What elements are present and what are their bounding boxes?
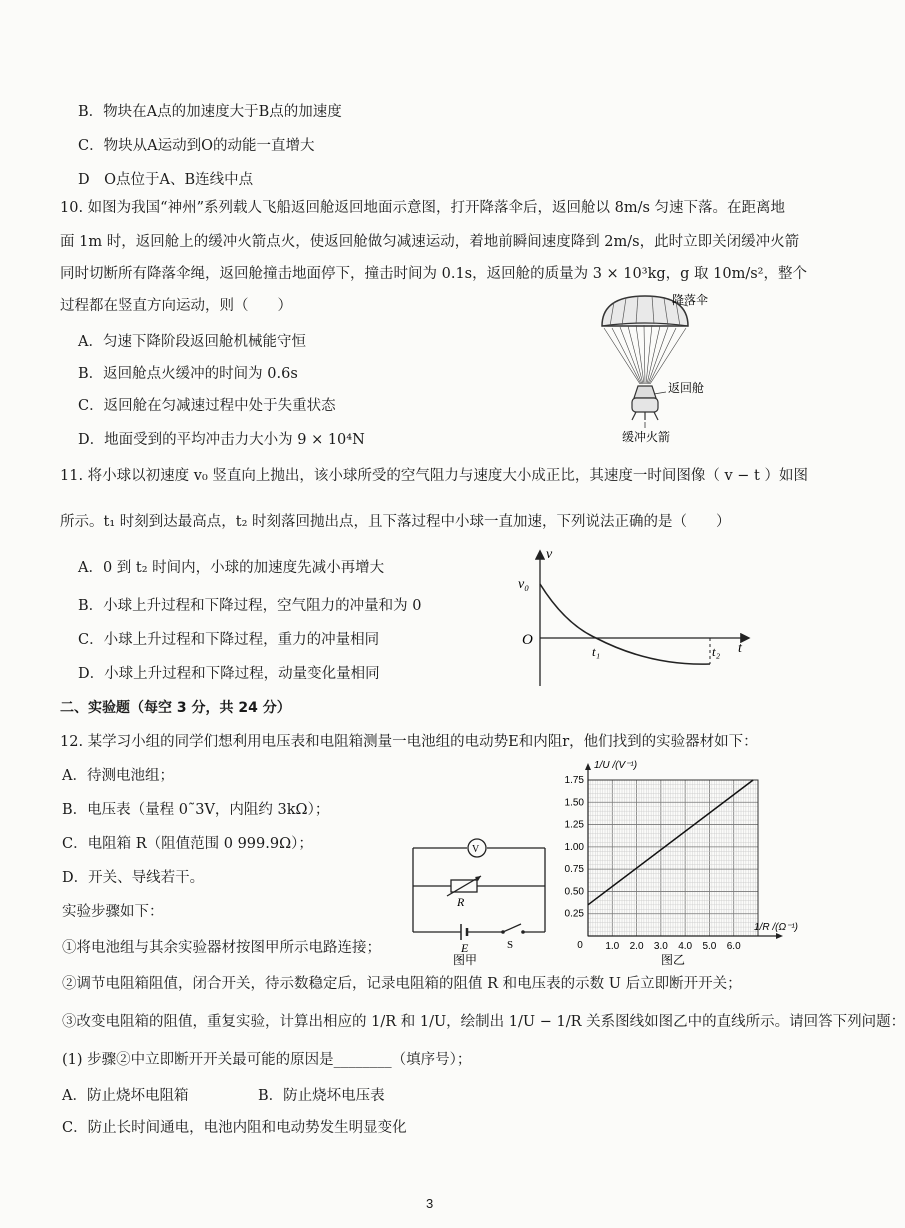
inverse-u-vs-inverse-r-chart [530, 758, 798, 970]
y-axis-arrow [585, 763, 591, 770]
y-axis-label: 1/U /(V⁻¹) [594, 760, 638, 771]
y-tick-label: 1.75 [564, 775, 584, 786]
graph-t1-label: t₁ [592, 644, 601, 659]
parachute-figure [590, 288, 740, 448]
x-axis-label: 1/R /(Ω⁻¹) [754, 922, 798, 933]
q12-item-b: B．电压表（量程 0˜3V，内阻约 3kΩ）； [62, 802, 330, 818]
graph-t-label: t [738, 641, 742, 656]
x-axis-arrow [776, 933, 783, 939]
x-tick-label: 3.0 [653, 941, 668, 952]
q12-step-1: ①将电池组与其余实验器材按图甲所示电路连接； [62, 940, 381, 956]
x-tick-label: 4.0 [678, 941, 693, 952]
y-tick-label: 0.75 [564, 864, 584, 876]
y-tick-label: 1.00 [564, 841, 584, 853]
label-capsule: 返回舱 [668, 381, 705, 395]
graph-caption: 图乙 [660, 953, 686, 967]
y-tick-label: 1.25 [564, 819, 584, 831]
x-tick-label: 5.0 [702, 941, 717, 952]
q10-stem-line1: 10. 如图为我国“神州”系列载人飞船返回舱返回地面示意图，打开降落伞后，返回舱以 8m/s 匀速下落。在距离地 [60, 200, 786, 216]
q11-option-d: D．小球上升过程和下降过程，动量变化量相同 [78, 666, 380, 682]
q12-stem: 12. 某学习小组的同学们想利用电压表和电阻箱测量一电池组的电动势E和内阻r，他们找到的实验器材如下： [60, 734, 758, 750]
resistor-label: R [457, 895, 465, 909]
q10-stem-line2: 面 1m 时，返回舱上的缓冲火箭点火，使返回舱做匀减速运动，着地前瞬间速度降到 2m/s，此时立即关闭缓冲火箭 [60, 234, 800, 250]
q11-option-c: C．小球上升过程和下降过程，重力的冲量相同 [78, 632, 380, 648]
battery-label: E [461, 941, 469, 955]
q10-option-b: B．返回舱点火缓冲的时间为 0.6s [78, 366, 298, 382]
q9-option-c: C．物块从A运动到O的动能一直增大 [78, 138, 315, 154]
q12-step-2: ②调节电阻箱阻值，闭合开关，待示数稳定后，记录电阻箱的阻值 R 和电压表的示数 U 后立即断开开关； [62, 976, 742, 992]
q12-sub-question-1: (1) 步骤②中立即断开开关最可能的原因是________（填序号）； [62, 1052, 472, 1068]
q11-stem-line1: 11. 将小球以初速度 v₀ 竖直向上抛出，该小球所受的空气阻力与速度大小成正比，其速度一时间图像（ v − t ）如图 [60, 468, 808, 484]
origin-label: 0 [577, 940, 583, 951]
q9-option-d: D O点位于A、B连线中点 [78, 172, 254, 188]
label-buffer-rocket: 缓冲火箭 [622, 430, 671, 444]
graph-origin-label: O [522, 632, 533, 648]
velocity-time-graph [510, 540, 760, 690]
q12-step-3: ③改变电阻箱的阻值，重复实验，计算出相应的 1/R 和 1/U，绘制出 1/U − 1/R 关系图线如图乙中的直线所示。请回答下列问题： [62, 1014, 905, 1030]
label-parachute: 降落伞 [672, 293, 709, 307]
graph-v-label: v [546, 547, 553, 562]
circuit-caption: 图甲 [453, 953, 478, 967]
q12-item-c: C．电阻箱 R（阻值范围 0 999.9Ω）； [62, 836, 313, 852]
page-number: 3 [426, 1196, 434, 1211]
q9-option-b: B．物块在A点的加速度大于B点的加速度 [78, 104, 342, 120]
switch-label: S [507, 939, 514, 951]
q10-option-a: A．匀速下降阶段返回舱机械能守恒 [78, 334, 306, 350]
q12-item-a: A．待测电池组； [62, 768, 174, 784]
q10-option-d: D．地面受到的平均冲击力大小为 9 × 10⁴N [78, 432, 365, 448]
q10-option-c: C．返回舱在匀减速过程中处于失重状态 [78, 398, 336, 414]
graph-v0-label: v₀ [518, 577, 530, 592]
q10-stem-line4: 过程都在竖直方向运动，则（ ） [60, 298, 292, 314]
q11-option-b: B．小球上升过程和下降过程，空气阻力的冲量和为 0 [78, 598, 422, 614]
voltmeter-label: V [472, 844, 480, 855]
q12-item-d: D．开关、导线若干。 [62, 870, 205, 886]
graph-t2-label: t₂ [712, 644, 721, 659]
q12-sub1-option-a: A．防止烧坏电阻箱 [62, 1088, 189, 1104]
x-tick-label: 6.0 [726, 941, 741, 952]
y-tick-label: 0.50 [564, 886, 584, 898]
section-experiment-title: 二、实验题（每空 3 分，共 24 分） [60, 700, 291, 716]
q10-stem-line3: 同时切断所有降落伞绳，返回舱撞击地面停下，撞击时间为 0.1s，返回舱的质量为 3 × 10³kg，g 取 10m/s²，整个 [60, 266, 807, 282]
y-tick-label: 0.25 [564, 908, 584, 920]
y-tick-label: 1.50 [564, 797, 584, 809]
q11-option-a: A．0 到 t₂ 时间内，小球的加速度先减小再增大 [78, 560, 385, 576]
q12-sub1-option-b: B．防止烧坏电压表 [258, 1088, 385, 1104]
q12-sub1-option-c: C．防止长时间通电，电池内阻和电动势发生明显变化 [62, 1120, 407, 1136]
x-tick-label: 2.0 [629, 941, 644, 952]
q12-steps-title: 实验步骤如下： [62, 904, 164, 920]
q11-stem-line2: 所示。t₁ 时刻到达最高点，t₂ 时刻落回抛出点，且下落过程中小球一直加速，下列说法正确的是（ ） [60, 514, 731, 530]
x-tick-label: 1.0 [605, 941, 620, 952]
